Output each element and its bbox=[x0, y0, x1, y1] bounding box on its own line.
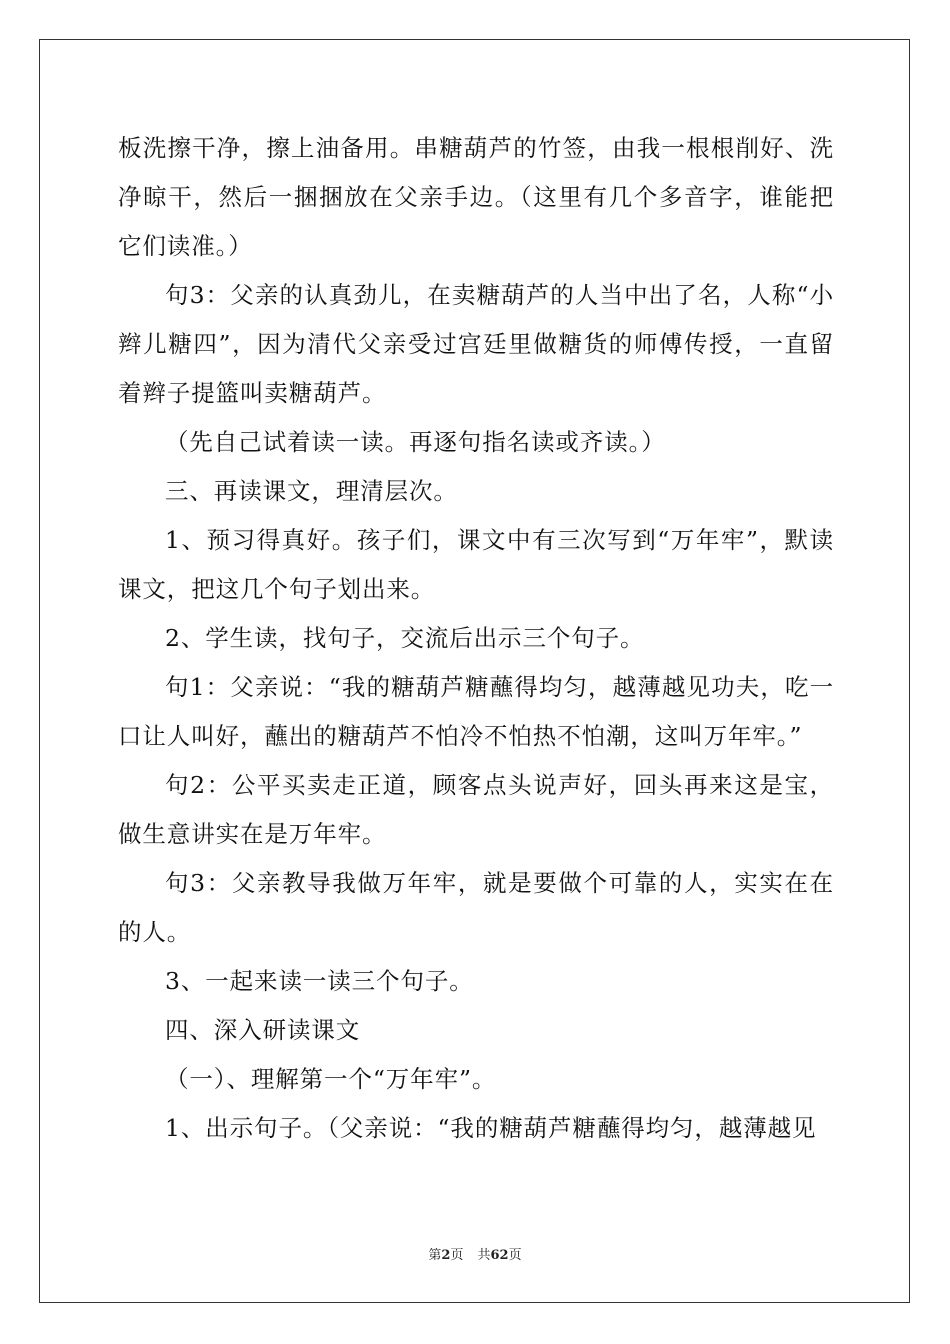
paragraph-12: （一）、理解第一个“万年牢”。 bbox=[165, 1065, 497, 1093]
page-current: 2 bbox=[441, 1248, 451, 1263]
page-prefix: 第 bbox=[428, 1248, 442, 1263]
paragraph-10: 3、一起来读一读三个句子。 bbox=[165, 967, 474, 995]
paragraph-4: 三、再读课文，理清层次。 bbox=[165, 477, 458, 505]
paragraph-1: 板洗擦干净，擦上油备用。串糖葫芦的竹签，由我一根根削好、洗净晾干，然后一捆捆放在父亲手边。（这里有几个多音字，谁能把它们读准。） bbox=[118, 134, 834, 260]
page-suffix: 页 bbox=[450, 1248, 464, 1263]
paragraph-5: 1、预习得真好。孩子们，课文中有三次写到“万年牢”，默读课文，把这几个句子划出来。 bbox=[118, 526, 834, 603]
paragraph-11: 四、深入研读课文 bbox=[165, 1016, 361, 1044]
document-body bbox=[118, 124, 834, 1153]
total-prefix: 共 bbox=[477, 1248, 491, 1263]
page-total: 62 bbox=[490, 1248, 509, 1263]
paragraph-7: 句1：父亲说：“我的糖葫芦糖蘸得均匀，越薄越见功夫，吃一口让人叫好，蘸出的糖葫芦不怕冷不怕热不怕潮，这叫万年牢。” bbox=[118, 673, 834, 750]
total-suffix: 页 bbox=[508, 1248, 522, 1263]
paragraph-9: 句3：父亲教导我做万年牢，就是要做个可靠的人，实实在在的人。 bbox=[118, 869, 834, 946]
page-footer bbox=[0, 1247, 950, 1265]
paragraph-8: 句2：公平买卖走正道，顾客点头说声好，回头再来这是宝，做生意讲实在是万年牢。 bbox=[118, 771, 834, 848]
paragraph-6: 2、学生读，找句子，交流后出示三个句子。 bbox=[165, 624, 645, 652]
paragraph-3: （先自己试着读一读。再逐句指名读或齐读。） bbox=[165, 428, 666, 456]
paragraph-13: 1、出示句子。（父亲说：“我的糖葫芦糖蘸得均匀，越薄越见 bbox=[165, 1114, 817, 1142]
paragraph-2: 句3：父亲的认真劲儿，在卖糖葫芦的人当中出了名，人称“小辫儿糖四”，因为清代父亲受过宫廷里做糖货的师傅传授，一直留着辫子提篮叫卖糖葫芦。 bbox=[118, 281, 834, 407]
